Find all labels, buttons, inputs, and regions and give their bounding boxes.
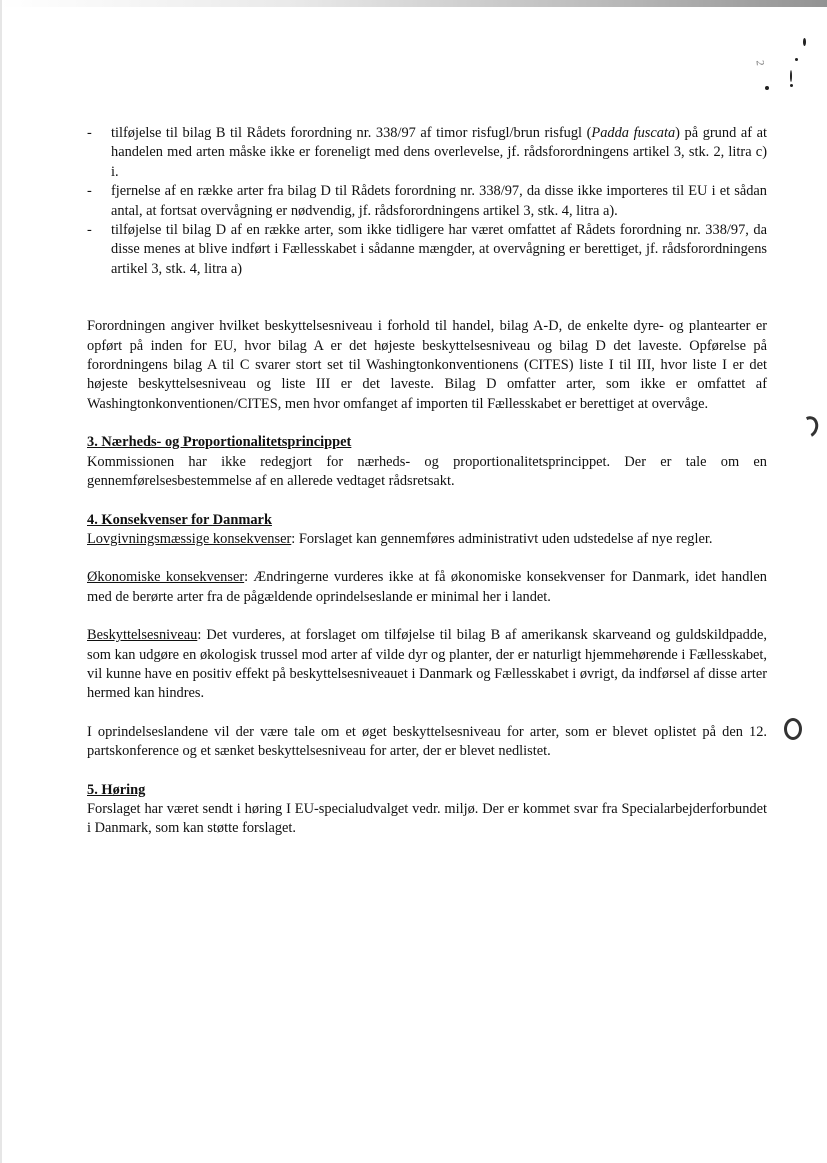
punch-hole-mark [784, 718, 802, 740]
species-name: Padda fuscata [591, 125, 676, 141]
section-heading-5: 5. Høring [87, 781, 146, 798]
scan-speck [765, 86, 769, 90]
punch-hole-mark [797, 414, 821, 441]
paragraph-section3: Kommissionen har ikke redegjort for nærheds- og proportionalitetsprincippet. Der er tale om en gennemførelsesbestemmelse af en allerede vedtaget rådsretsakt. [87, 453, 767, 490]
scan-top-edge [0, 0, 827, 7]
paragraph-beskyttelse: Beskyttelsesniveau: Det vurderes, at forslaget om tilføjelse til bilag B af amerikansk skarveand og guldskildpadde, som kan udgøre en økologisk trussel mod arter af vilde dyr og planter, der er naturligt hjemmehørende i Fællesskabet, vil kunne have en positiv effekt på beskyttelsesniveauet i Danmark og Fællesskabet i øvrigt, da indførsel af disse arter hermed kan hindres. [87, 627, 767, 702]
scan-left-edge [0, 0, 2, 1163]
list-item: - tilføjelse til bilag D af en række arter, som ikke tidligere har været omfattet af Rådets forordning nr. 338/97, da disse menes at blive indført i Fællesskabet i sådanne mængder, at overvågning er berettiget, jf. rådsforordningens artikel 3, stk. 4, litra a) [87, 221, 767, 279]
list-item: - fjernelse af en række arter fra bilag D til Rådets forordning nr. 338/97, da disse ikke importeres til EU i et sådan antal, at fortsat overvågning er nødvendig, jf. rådsforordningens artikel 3, stk. 4, litra a). [87, 182, 767, 221]
label-beskyttelse: Beskyttelsesniveau [87, 627, 198, 644]
paragraph-section5: Forslaget har været sendt i høring I EU-specialudvalget vedr. miljø. Der er kommet svar fra Specialarbejderforbundet i Danmark, som kan støtte forslaget. [87, 800, 767, 837]
scan-speck [803, 38, 806, 46]
scan-speck [790, 84, 793, 87]
page-number: 2 [753, 59, 766, 67]
label-okonomi: Økonomiske konsekvenser [87, 569, 245, 586]
paragraph-oprindelse: I oprindelseslandene vil der være tale om et øget beskyttelsesniveau for arter, som er blevet oplistet på den 12. partskonference og et sænket beskyttelsesniveau for arter, der er blevet nedlistet. [87, 723, 767, 760]
paragraph-lovgivning: Lovgivningsmæssige konsekvenser: Forslaget kan gennemføres administrativt uden udstedelse af nye regler. [87, 530, 713, 547]
paragraph-forordning: Forordningen angiver hvilket beskyttelsesniveau i forhold til handel, bilag A-D, de enkelte dyre- og plantearter er opført på inden for EU, hvor bilag A er det højeste beskyttelsesniveau og bilag D det laveste. Opførelse på forordningens bilag A til C svarer stort set til Washingtonkonventionens (CITES) liste I til III, hvor liste I er det højeste beskyttelsesniveau og liste III er det laveste. Bilag D omfatter arter, som ikke er omfattet af Washingtonkonventionen/CITES, men hvor omfanget af importen til Fællesskabet er berettiget at overvåge. [87, 318, 767, 412]
section-heading-4: 4. Konsekvenser for Danmark [87, 511, 272, 528]
scan-speck [795, 58, 798, 61]
document-body [87, 124, 767, 839]
section-heading-3: 3. Nærheds- og Proportionalitetsprincippet [87, 434, 352, 451]
paragraph-okonomi: Økonomiske konsekvenser: Ændringerne vurderes ikke at få økonomiske konsekvenser for Danmark, idet handlen med de berørte arter fra de pågældende oprindelseslande er minimal her i landet. [87, 569, 767, 605]
label-lovgivning: Lovgivningsmæssige konsekvenser [87, 530, 292, 547]
list-item: - tilføjelse til bilag B til Rådets forordning nr. 338/97 af timor risfugl/brun risfugl (Padda fuscata) på grund af at handelen med arten måske ikke er foreneligt med dens overlevelse, jf. rådsforordningens artikel 3, stk. 2, litra c) i. [87, 124, 767, 182]
amendment-list [87, 124, 767, 279]
scan-speck [790, 70, 792, 82]
